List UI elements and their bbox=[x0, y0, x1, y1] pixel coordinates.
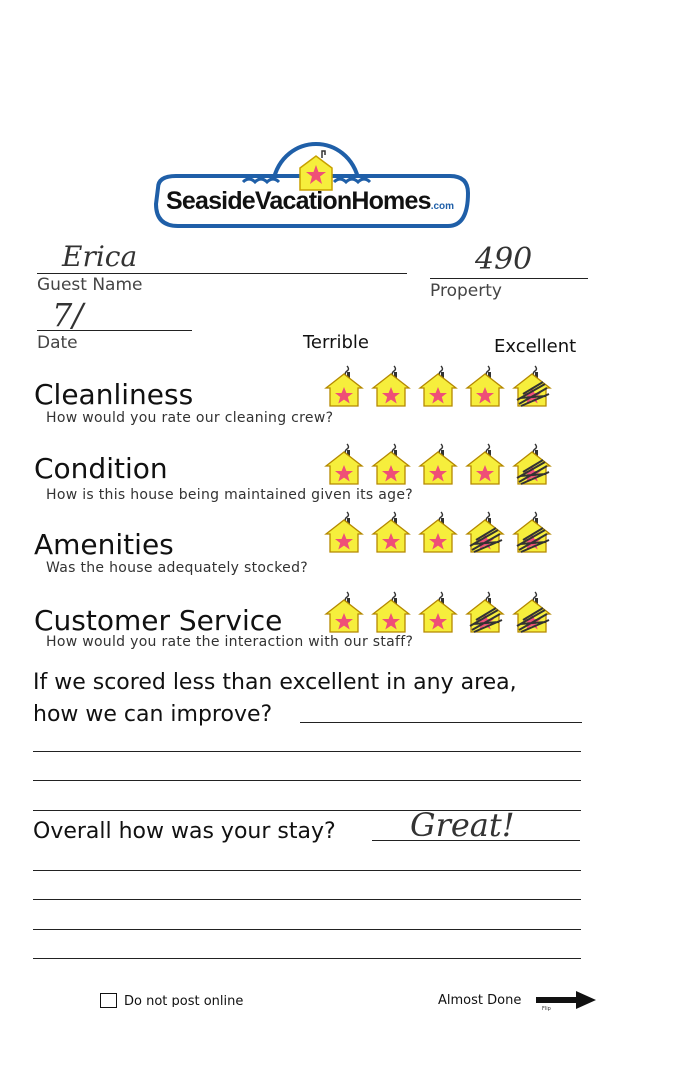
rating-category: Cleanliness bbox=[34, 378, 194, 411]
house-star-icon[interactable] bbox=[464, 508, 506, 556]
house-star-icon[interactable] bbox=[370, 440, 412, 488]
overall-prompt: Overall how was your stay? bbox=[33, 819, 336, 844]
guest-name-line bbox=[37, 273, 407, 274]
rating-question: How would you rate the interaction with our staff? bbox=[46, 634, 414, 650]
house-star-icon[interactable] bbox=[464, 588, 506, 636]
rating-houses[interactable] bbox=[323, 440, 563, 488]
house-star-icon[interactable] bbox=[511, 508, 553, 556]
house-star-icon[interactable] bbox=[323, 588, 365, 636]
logo-graphic bbox=[148, 138, 478, 233]
improve-prompt-line2: how we can improve? bbox=[33, 702, 273, 727]
property-label: Property bbox=[430, 281, 502, 301]
property-line bbox=[430, 278, 588, 279]
house-star-icon[interactable] bbox=[323, 508, 365, 556]
do-not-post-label: Do not post online bbox=[124, 994, 244, 1007]
do-not-post-checkbox[interactable] bbox=[100, 993, 117, 1008]
rating-houses[interactable] bbox=[323, 362, 563, 410]
scale-high-label: Excellent bbox=[494, 336, 577, 357]
house-star-icon[interactable] bbox=[511, 588, 553, 636]
improve-answer-line[interactable] bbox=[300, 722, 582, 723]
house-star-icon[interactable] bbox=[370, 508, 412, 556]
overall-answer-line[interactable] bbox=[33, 870, 581, 871]
house-star-icon[interactable] bbox=[464, 362, 506, 410]
house-star-icon[interactable] bbox=[370, 362, 412, 410]
property-value[interactable]: 490 bbox=[475, 242, 533, 277]
scale-low-label: Terrible bbox=[303, 332, 369, 353]
rating-houses[interactable] bbox=[323, 508, 563, 556]
improve-answer-line[interactable] bbox=[33, 751, 581, 752]
rating-category: Amenities bbox=[34, 528, 174, 561]
logo-text: SeasideVacationHomes bbox=[166, 187, 431, 215]
house-star-icon[interactable] bbox=[464, 440, 506, 488]
house-star-icon[interactable] bbox=[511, 362, 553, 410]
logo bbox=[148, 138, 478, 233]
house-star-icon[interactable] bbox=[417, 588, 459, 636]
house-star-icon[interactable] bbox=[511, 440, 553, 488]
overall-answer-line[interactable] bbox=[33, 958, 581, 959]
rating-houses[interactable] bbox=[323, 588, 563, 636]
rating-question: How is this house being maintained given its age? bbox=[46, 487, 413, 503]
house-star-icon[interactable] bbox=[323, 440, 365, 488]
house-star-icon[interactable] bbox=[417, 440, 459, 488]
date-line bbox=[37, 330, 192, 331]
improve-prompt-line1: If we scored less than excellent in any area, bbox=[33, 670, 517, 695]
overall-answer[interactable]: Great! bbox=[410, 806, 515, 844]
house-star-icon[interactable] bbox=[323, 362, 365, 410]
rating-category: Customer Service bbox=[34, 604, 283, 637]
rating-question: How would you rate our cleaning crew? bbox=[46, 410, 334, 426]
guest-name-value[interactable]: Erica bbox=[62, 240, 138, 273]
logo-suffix: .com bbox=[430, 201, 455, 212]
rating-category: Condition bbox=[34, 452, 168, 485]
house-star-icon[interactable] bbox=[417, 508, 459, 556]
date-value[interactable]: 7/ bbox=[52, 296, 84, 334]
guest-name-label: Guest Name bbox=[37, 275, 143, 295]
date-label: Date bbox=[37, 333, 78, 353]
flip-label: Flip bbox=[542, 1006, 551, 1012]
rating-question: Was the house adequately stocked? bbox=[46, 560, 308, 576]
almost-done-label: Almost Done bbox=[438, 993, 522, 1006]
house-star-icon[interactable] bbox=[417, 362, 459, 410]
house-star-icon[interactable] bbox=[370, 588, 412, 636]
overall-answer-line[interactable] bbox=[33, 899, 581, 900]
overall-answer-line[interactable] bbox=[33, 929, 581, 930]
improve-answer-line[interactable] bbox=[33, 780, 581, 781]
